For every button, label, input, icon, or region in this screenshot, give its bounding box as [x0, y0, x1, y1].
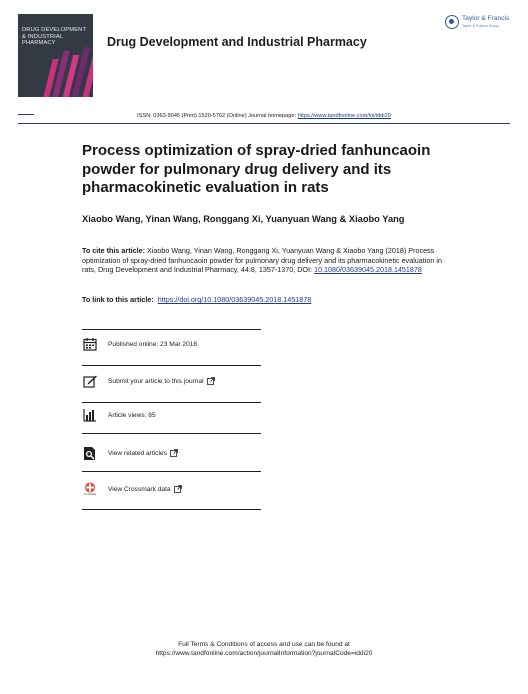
published-online: Published online: 23 Mar 2018. [82, 335, 261, 353]
article-link-line [82, 295, 311, 304]
divider [82, 329, 261, 330]
cite-doi-link[interactable]: 10.1080/03639045.2018.1451878 [314, 265, 422, 275]
publisher-subline: Taylor & Francis Group [462, 24, 499, 28]
journal-cover-title: DRUG DEVELOPMENT & INDUSTRIAL PHARMACY [22, 27, 87, 47]
article-views: Article views: 85 [82, 406, 261, 424]
edit-icon [82, 373, 98, 389]
journal-homepage-link[interactable]: https://www.tandfonline.com/loi/iddi20 [297, 113, 391, 119]
calendar-icon [82, 336, 98, 352]
crossmark-icon: CrossMark [82, 481, 98, 497]
journal-title[interactable]: Drug Development and Industrial Pharmacy [107, 35, 367, 49]
taylor-francis-icon [445, 15, 459, 29]
issn-line: ISSN: 0363-9045 (Print) 1520-5762 (Online) Journal homepage: https://www.tandfonline.com/loi/iddi20 [137, 113, 391, 119]
cite-label: To cite this article: [82, 246, 145, 255]
search-document-icon [82, 445, 98, 461]
article-doi-link[interactable]: https://doi.org/10.1080/03639045.2018.1451878 [157, 295, 312, 304]
journal-cover-image [18, 14, 93, 97]
submit-article-link[interactable]: Submit your article to this journal [82, 372, 261, 390]
article-authors: Xiaobo Wang, Yinan Wang, Ronggang Xi, Yuanyuan Wang & Xiaobo Yang [82, 214, 405, 224]
footer-terms [0, 640, 528, 658]
divider [82, 509, 261, 510]
external-link-icon [170, 444, 178, 462]
external-link-icon [207, 372, 215, 390]
header-rule [18, 123, 510, 124]
divider [82, 402, 261, 403]
cite-text: Xiaobo Wang, Yinan Wang, Ronggang Xi, Yuanyuan Wang & Xiaobo Yang (2018) Process optimization of spray-dried fanhuncaoin powder for pulmonary drug delivery and its pharmacokinetic evaluation in rats, Drug Development and Industrial Pharmacy, 44:8, 1357-1370, DOI: [82, 246, 442, 275]
crossmark-link[interactable]: CrossMark View Crossmark data [82, 480, 261, 498]
footer-url-link[interactable]: https://www.tandfonline.com/action/journalInformation?journalCode=iddi20 [155, 650, 373, 657]
article-title: Process optimization of spray-dried fanhuncaoin powder for pulmonary drug delivery and its pharmacokinetic evaluation in rats [82, 142, 431, 196]
external-link-icon [174, 480, 182, 498]
divider [82, 471, 261, 472]
related-articles-link[interactable]: View related articles [82, 444, 261, 462]
publisher-logo[interactable] [445, 14, 515, 34]
divider [82, 433, 261, 434]
publisher-name: Taylor & Francis [462, 15, 510, 22]
footer-line: Full Terms & Conditions of access and use can be found at [178, 641, 350, 648]
divider [82, 365, 261, 366]
bar-chart-icon [82, 407, 98, 423]
citation-block [82, 246, 450, 275]
link-label: To link to this article: [82, 295, 154, 304]
